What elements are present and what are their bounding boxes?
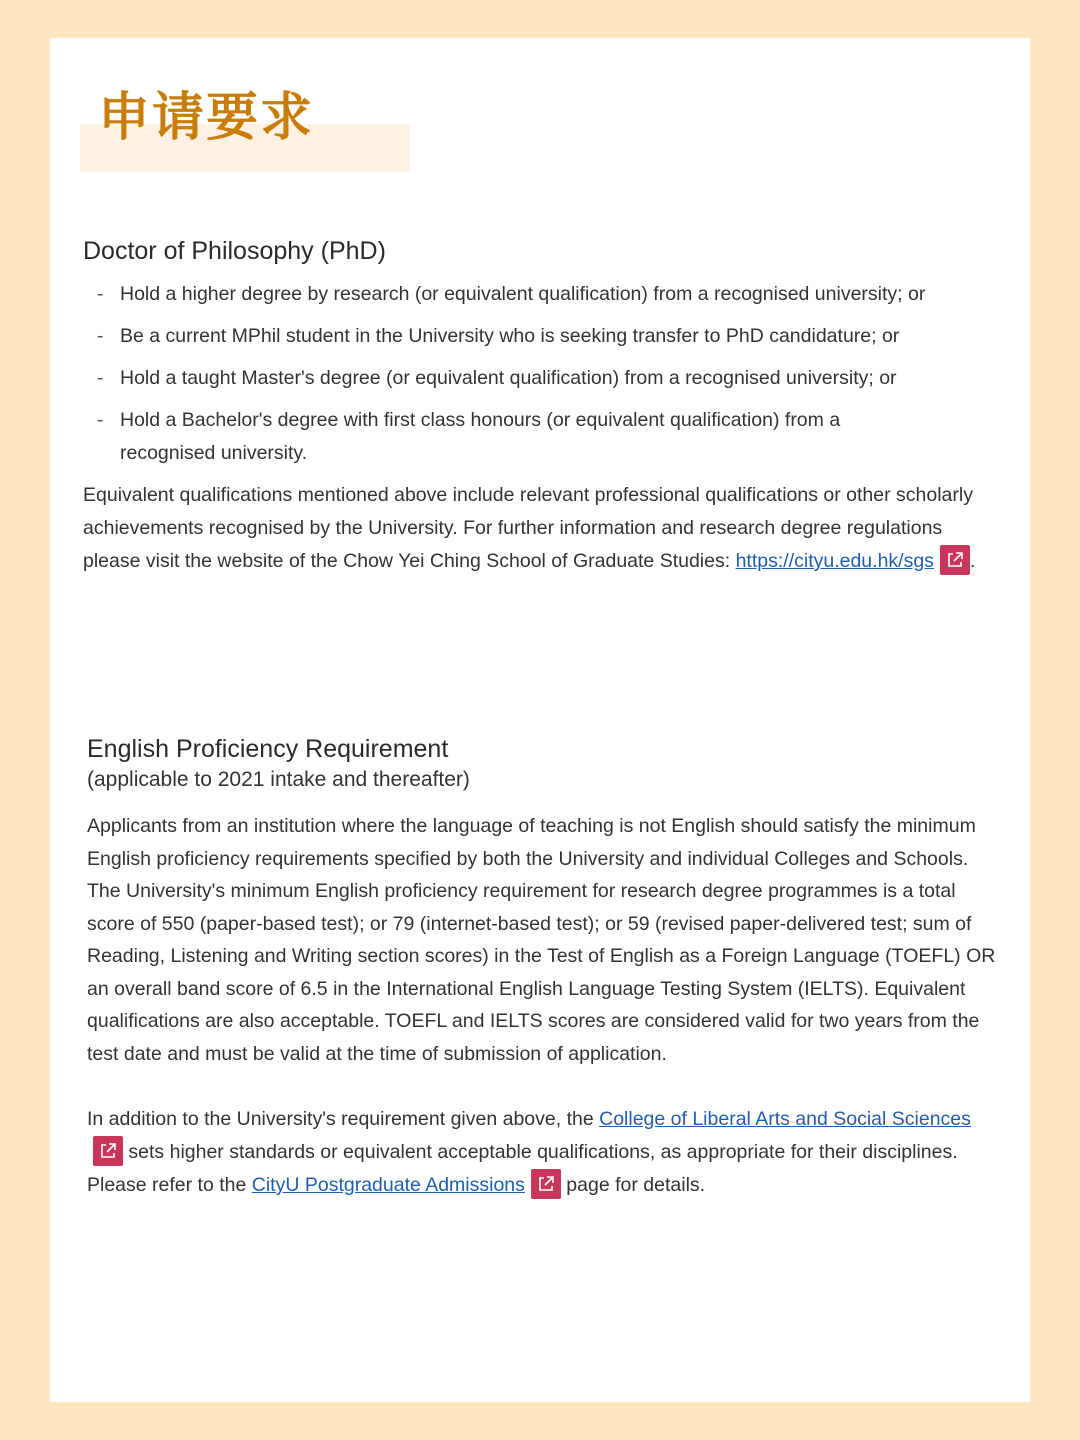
phd-requirements-list	[83, 278, 1003, 470]
requirement-text: Hold a higher degree by research (or equivalent qualification) from a recognised university; or	[120, 283, 926, 305]
phd-section	[83, 234, 1003, 578]
bullet-dash: -	[97, 409, 104, 431]
note-text: Equivalent qualifications mentioned above include relevant professional qualifications or other scholarly achievements recognised by the University. For further information and research degree regulations please visit the website of the Chow Yei Ching School of Graduate Studies:	[83, 484, 973, 572]
additional-text-3: page for details.	[560, 1174, 706, 1196]
bullet-dash: -	[97, 367, 104, 389]
additional-requirements	[87, 1103, 997, 1202]
additional-text-2: sets higher standards or equivalent acceptable qualifications, as appropriate for their disciplines. Please refer to the	[87, 1141, 958, 1196]
bullet-dash: -	[97, 283, 104, 305]
bullet-dash: -	[97, 325, 104, 347]
list-item	[83, 320, 1003, 353]
postgraduate-admissions-link[interactable]: CityU Postgraduate Admissions	[251, 1174, 525, 1196]
phd-heading: Doctor of Philosophy (PhD)	[83, 237, 386, 265]
page-title: 申请要求	[98, 88, 315, 148]
content-card	[50, 38, 1030, 1402]
note-end: .	[969, 550, 976, 572]
list-item	[83, 278, 1003, 311]
additional-text-1: In addition to the University's requirement given above, the	[87, 1108, 600, 1130]
external-link-icon[interactable]	[940, 545, 970, 575]
list-item	[83, 404, 1003, 470]
sgs-link[interactable]: https://cityu.edu.hk/sgs	[735, 550, 934, 572]
english-heading: English Proficiency Requirement	[87, 735, 449, 763]
equivalent-qualifications-note	[83, 479, 1003, 578]
external-link-icon[interactable]	[93, 1136, 123, 1166]
truncated-heading-fragment	[87, 1276, 327, 1280]
english-section	[87, 732, 997, 1202]
college-link[interactable]: College of Liberal Arts and Social Sciences	[599, 1108, 971, 1130]
list-item	[83, 362, 1003, 395]
requirement-text: Hold a taught Master's degree (or equivalent qualification) from a recognised university; or	[120, 367, 897, 389]
external-link-icon[interactable]	[531, 1169, 561, 1199]
requirement-text: Hold a Bachelor's degree with first class honours (or equivalent qualification) from a recognised university.	[120, 409, 841, 464]
english-body: Applicants from an institution where the language of teaching is not English should satisfy the minimum English proficiency requirements specified by both the University and individual Colleges and Schools. The University's minimum English proficiency requirement for research degree programmes is a total score of 550 (paper-based test); or 79 (internet-based test); or 59 (revised paper-delivered test; sum of Reading, Listening and Writing section scores) in the Test of English as a Foreign Language (TOEFL) OR an overall band score of 6.5 in the International English Language Testing System (IELTS). Equivalent qualifications are also acceptable. TOEFL and IELTS scores are considered valid for two years from the test date and must be valid at the time of submission of application.	[87, 815, 996, 1065]
requirement-text: Be a current MPhil student in the University who is seeking transfer to PhD candidature; or	[120, 325, 900, 347]
english-subheading: (applicable to 2021 intake and thereafter)	[87, 768, 470, 791]
